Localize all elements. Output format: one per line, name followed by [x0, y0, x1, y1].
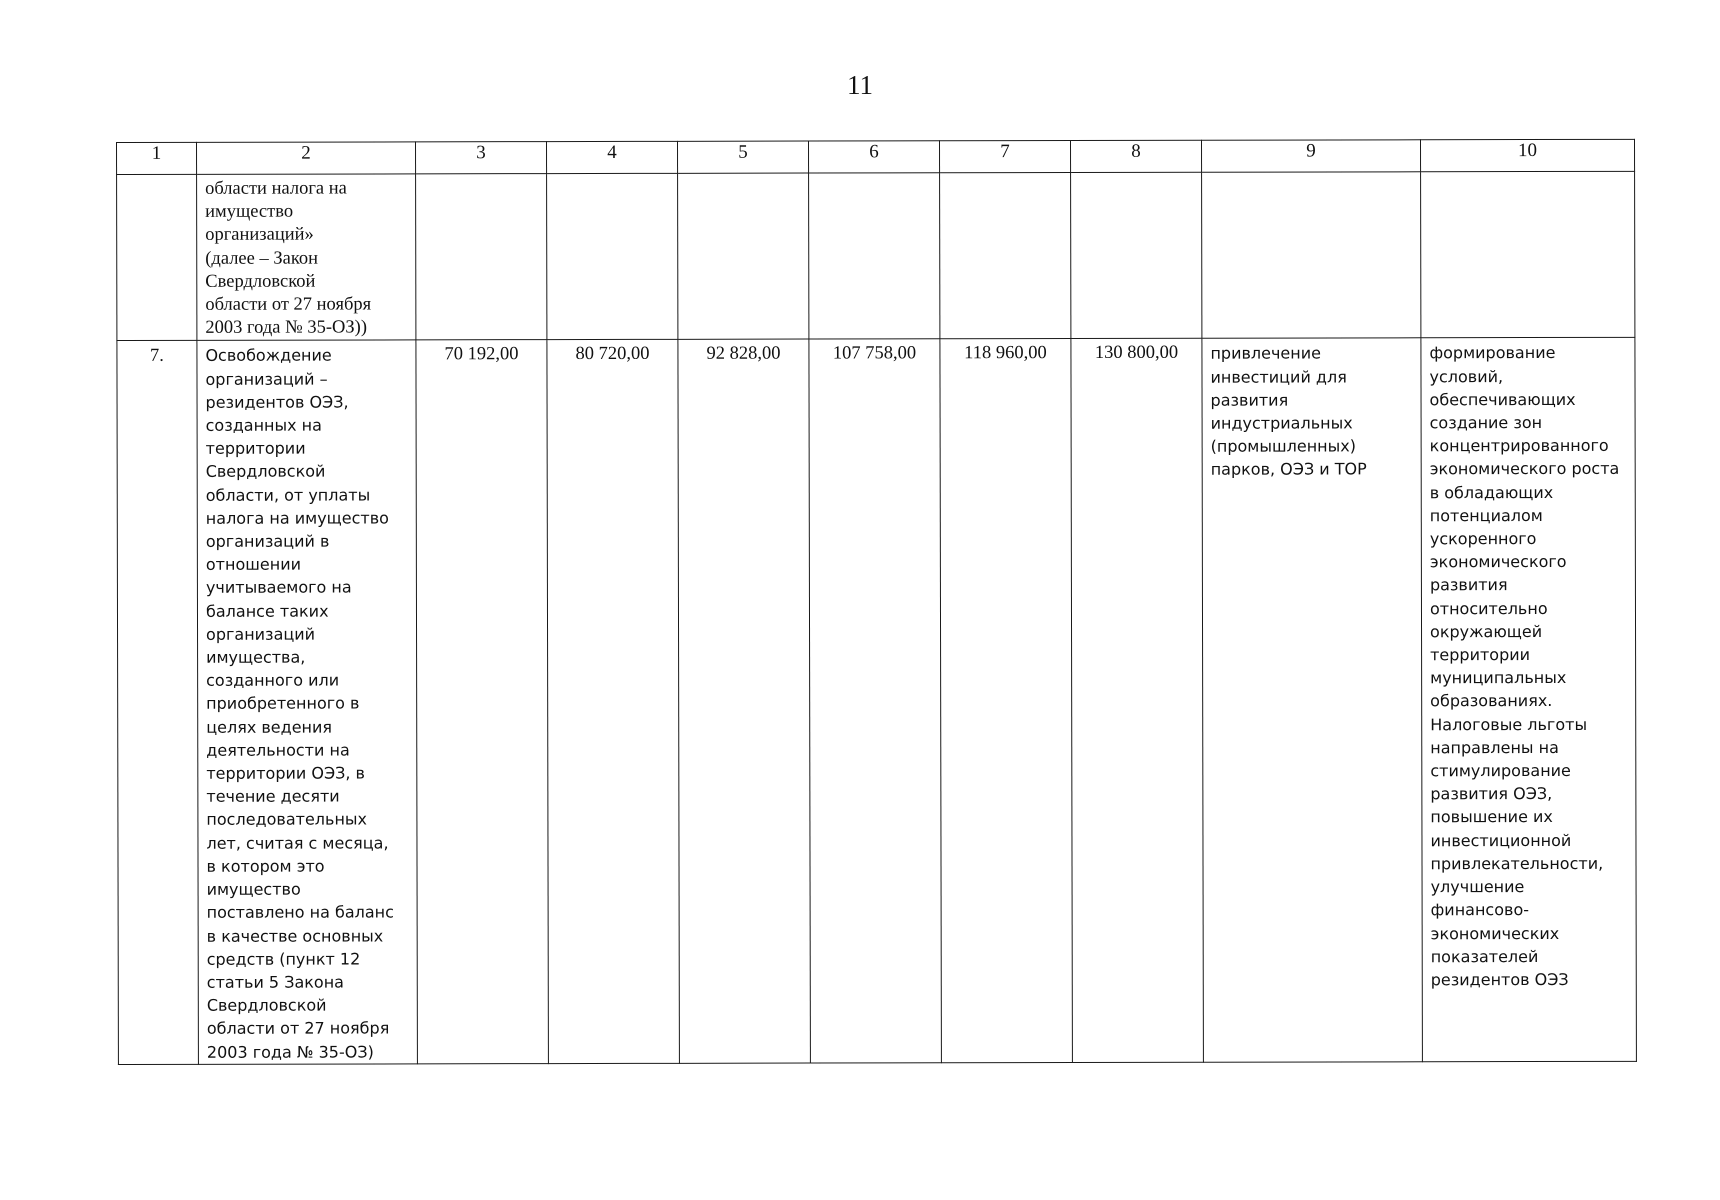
row-number — [117, 175, 196, 180]
page-number: 11 — [847, 70, 873, 100]
rationale-cell — [1421, 338, 1637, 1062]
table-row — [117, 171, 1635, 341]
value-cell — [940, 173, 1071, 340]
value-cell — [547, 340, 680, 1064]
value-cell — [416, 340, 549, 1064]
column-header: 3 — [416, 142, 547, 174]
value-col4: 80 720,00 — [575, 344, 650, 365]
goal-cell — [1202, 172, 1421, 339]
value-cell — [678, 339, 811, 1063]
value-col6 — [809, 173, 939, 177]
row-number: 7. — [149, 346, 164, 367]
column-header: 8 — [1070, 140, 1201, 172]
benefits-table — [116, 139, 1637, 1065]
value-col8 — [1071, 173, 1201, 177]
value-col5: 92 828,00 — [706, 344, 781, 365]
value-col5 — [678, 174, 808, 178]
row-number-cell — [117, 174, 197, 341]
value-cell — [940, 339, 1073, 1063]
value-cell — [416, 174, 547, 341]
table-header-row — [117, 139, 1635, 174]
value-cell — [809, 339, 942, 1063]
benefit-description: Освобождение организаций – резидентов ОЭЗ, созданных на территории Свердловской области, от уплаты налога на имущество организаций в отношении учитываемого на балансе таких организаций имущества, созданного или приобретенного в целях ведения деятельности на территории ОЭЗ, в течение десяти последовательных лет, считая с месяца, в котором это имущество поставлено на баланс в качестве основных средств (пункт 12 статьи 5 Закона Свердловской области от 27 ноября 2003 года № 35-ОЗ) — [205, 345, 394, 1062]
benefit-goal: привлечение инвестиций для развития индустриальных (промышленных) парков, ОЭЗ и ТОР — [1210, 343, 1367, 480]
value-col7: 118 960,00 — [964, 343, 1047, 364]
column-header: 1 — [117, 142, 197, 174]
column-header: 4 — [547, 141, 678, 173]
value-cell — [678, 173, 809, 340]
value-col3 — [416, 174, 546, 178]
rationale-cell — [1421, 171, 1635, 338]
goal-cell — [1202, 338, 1423, 1062]
column-header: 7 — [939, 141, 1070, 173]
column-header: 6 — [808, 141, 939, 173]
value-col4 — [547, 174, 677, 178]
description-cell — [197, 340, 418, 1064]
column-header: 5 — [677, 141, 808, 173]
value-cell — [547, 173, 678, 340]
table-row — [117, 338, 1637, 1064]
benefit-rationale — [1421, 172, 1634, 175]
column-header: 2 — [197, 142, 416, 174]
value-col8: 130 800,00 — [1094, 343, 1179, 364]
value-cell — [1071, 339, 1204, 1063]
column-header: 10 — [1420, 139, 1634, 171]
description-cell — [197, 174, 416, 341]
value-cell — [809, 173, 940, 340]
column-header: 9 — [1201, 140, 1420, 172]
row-number-cell — [117, 341, 199, 1064]
value-col6: 107 758,00 — [832, 343, 917, 364]
benefit-rationale: формирование условий, обеспечивающих создание зон концентрированного экономического роста в обладающих потенциалом ускоренного экономического развития относительно окружающей территории муниципальных образованиях. Налоговые льготы направлены на стимулирование развития ОЭЗ, повышение их инвестиционной привлекательности, улучшение финансово- экономических показателей резидентов ОЭЗ — [1429, 343, 1620, 990]
value-col3: 70 192,00 — [444, 344, 519, 365]
benefit-description: области налога на имущество организаций» (далее – Закон Свердловской области от 27 ноября 2003 года № 35-ОЗ)) — [205, 178, 372, 339]
benefit-goal — [1202, 172, 1420, 175]
value-col7 — [940, 173, 1070, 177]
value-cell — [1071, 172, 1202, 339]
